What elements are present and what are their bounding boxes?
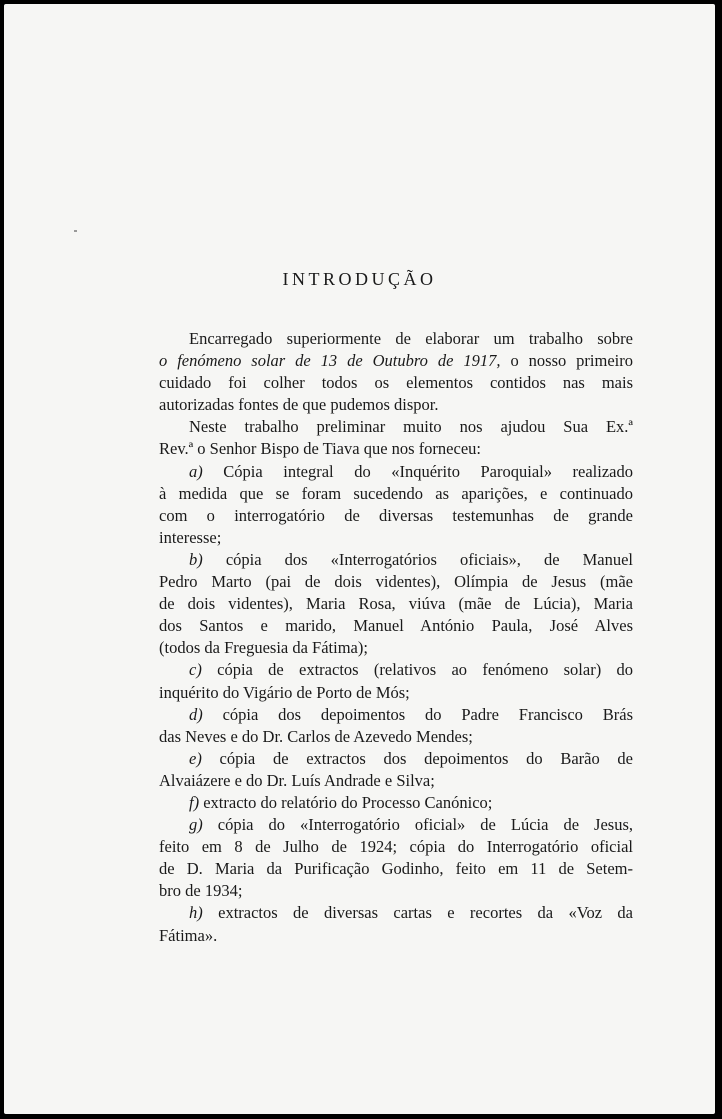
text-line: à medida que se foram sucedendo as aparições, e continuado bbox=[159, 483, 633, 503]
text-line: (todos da Freguesia da Fátima); bbox=[159, 638, 368, 658]
text-line: Alvaiázere e do Dr. Luís Andrade e Silva; bbox=[159, 770, 435, 790]
list-item-g: g) cópia do «Interrogatório oficial» de Lúcia de Jesus, bbox=[189, 815, 633, 835]
list-item-h: h) extractos de diversas cartas e recortes da «Voz da bbox=[189, 903, 633, 923]
list-item-a: a) Cópia integral do «Inquérito Paroquial» realizado bbox=[189, 461, 633, 481]
text-line: Rev.ª o Senhor Bispo de Tiava que nos forneceu: bbox=[159, 439, 481, 459]
list-item-b: b) cópia dos «Interrogatórios oficiais», de Manuel bbox=[189, 549, 633, 569]
page-speck bbox=[74, 230, 77, 232]
text-line: feito em 8 de Julho de 1924; cópia do Interrogatório oficial bbox=[159, 837, 633, 857]
text-line: autorizadas fontes de que pudemos dispor. bbox=[159, 395, 439, 415]
list-item-e: e) cópia de extractos dos depoimentos do Barão de bbox=[189, 748, 633, 768]
introduction-body bbox=[159, 328, 633, 947]
text-line: bro de 1934; bbox=[159, 881, 243, 901]
text-line: Encarregado superiormente de elaborar um trabalho sobre bbox=[189, 329, 633, 348]
text-line: o fenómeno solar de 13 de Outubro de 1917, o nosso primeiro bbox=[159, 351, 633, 371]
text-line: Pedro Marto (pai de dois videntes), Olímpia de Jesus (mãe bbox=[159, 572, 633, 592]
text-line: com o interrogatório de diversas testemunhas de grande bbox=[159, 505, 633, 525]
scanned-page bbox=[4, 4, 715, 1114]
page-title: INTRODUÇÃO bbox=[282, 269, 437, 289]
text-line: interesse; bbox=[159, 527, 222, 547]
text-line: Neste trabalho preliminar muito nos ajudou Sua Ex.ª bbox=[189, 417, 633, 437]
list-item-d: d) cópia dos depoimentos do Padre Francisco Brás bbox=[189, 704, 633, 724]
text-line: das Neves e do Dr. Carlos de Azevedo Mendes; bbox=[159, 726, 473, 746]
list-item-f: f) extracto do relatório do Processo Canónico; bbox=[189, 792, 493, 812]
text-line: de dois videntes), Maria Rosa, viúva (mãe de Lúcia), Maria bbox=[159, 594, 633, 614]
text-line: Fátima». bbox=[159, 925, 218, 945]
text-line: cuidado foi colher todos os elementos contidos nas mais bbox=[159, 373, 633, 393]
list-item-c: c) cópia de extractos (relativos ao fenómeno solar) do bbox=[189, 660, 633, 680]
text-line: inquérito do Vigário de Porto de Mós; bbox=[159, 682, 410, 702]
text-line: dos Santos e marido, Manuel António Paula, José Alves bbox=[159, 616, 633, 636]
text-line: de D. Maria da Purificação Godinho, feito em 11 de Setem- bbox=[159, 859, 633, 879]
